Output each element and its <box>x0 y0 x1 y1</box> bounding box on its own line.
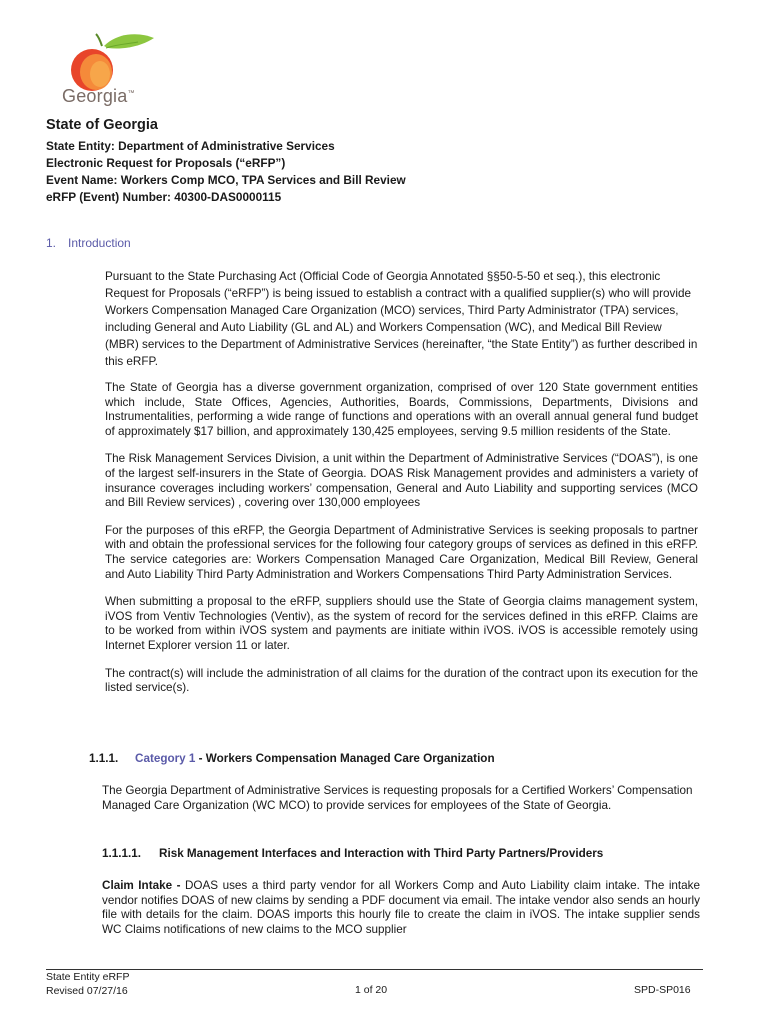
document-header <box>46 117 726 206</box>
paragraph-organization: The State of Georgia has a diverse government organization, comprised of over 120 State government entities which include, State Offices, Agencies, Authorities, Boards, Commissions, Departments, Divisions and Instrumentalities, performing a wide range of functions and operations with an overall annual general fund budget of approximately $17 billion, and approximately 130,425 employees, serving 9.5 million residents of the State. <box>105 381 698 438</box>
subsection-title: Risk Management Interfaces and Interaction with Third Party Partners/Providers <box>159 847 604 860</box>
section-1-heading <box>46 236 131 250</box>
subsection-1-1-1-1-heading <box>102 847 603 860</box>
paragraph-ivos: When submitting a proposal to the eRFP, suppliers should use the State of Georgia claims management system, iVOS from Ventiv Technologies (Ventiv), as the system of record for the services defined in this eRFP. Claims are to be worked from within iVOS system and payments are initiate within iVOS. iVOS is accessible remotely using Internet Explorer version 11 or later. <box>105 595 698 652</box>
event-number-line: eRFP (Event) Number: 40300-DAS0000115 <box>46 190 282 204</box>
footer-form-name: State Entity eRFP <box>46 971 130 983</box>
state-entity-line: State Entity: Department of Administrative Services <box>46 139 335 153</box>
footer-left <box>46 970 129 998</box>
subsection-number: 1.1.1. <box>89 752 119 765</box>
form-code: SPD-SP016 <box>634 984 691 996</box>
footer-divider <box>46 969 703 970</box>
subsection-number: 1.1.1.1. <box>102 847 141 860</box>
paragraph-intro: Pursuant to the State Purchasing Act (Official Code of Georgia Annotated §§50-5-50 et seq.), this electronic Request for Proposals (“eRFP”) is being issued to establish a contract with a qualified supplier(s) who will provide Workers Compensation Managed Care Organization (MCO) services, Third Party Administrator (TPA) services, including General and Auto Liability (GL and AL) and Workers Compensation (WC), and Medical Bill Review (MBR) services to the Department of Administrative Services (hereinafter, “the State Entity”) as further described in this eRFP. <box>105 270 698 368</box>
logo-wordmark: Georgia™ <box>62 86 135 106</box>
category-label: Category 1 <box>135 752 196 765</box>
paragraph-category-1: The Georgia Department of Administrative Services is requesting proposals for a Certified Workers’ Compensation Managed Care Organization (WC MCO) to provide services for employees of the State of Georgia. <box>102 784 693 812</box>
paragraph-claim-intake <box>102 879 700 937</box>
section-number: 1. <box>46 236 57 250</box>
erfp-line: Electronic Request for Proposals (“eRFP”) <box>46 156 286 170</box>
paragraph-contract: The contract(s) will include the administration of all claims for the duration of the contract upon its execution for the listed service(s). <box>105 666 698 695</box>
subsection-1-1-1-heading <box>89 752 495 765</box>
subsection-title: - Workers Compensation Managed Care Organization <box>195 752 495 765</box>
event-name-line: Event Name: Workers Comp MCO, TPA Services and Bill Review <box>46 173 406 187</box>
claim-intake-text: DOAS uses a third party vendor for all Workers Comp and Auto Liability claim intake. The intake vendor notifies DOAS of new claims by sending a PDF document via email. The intake vendor also sends an hourly file with details for the claim. DOAS imports this hourly file to create the claim in iVOS. The intake supplier sends WC Claims notifications of new claims to the MCO supplier <box>102 879 701 936</box>
section-1-body <box>105 268 698 696</box>
footer-revised: Revised 07/27/16 <box>46 985 128 997</box>
claim-intake-lead: Claim Intake - <box>102 879 185 892</box>
section-title: Introduction <box>68 236 131 250</box>
paragraph-purpose: For the purposes of this eRFP, the Georgia Department of Administrative Services is seeking proposals to partner with and obtain the professional services for the following four category groups of services as defined in this eRFP. The service categories are: Workers Compensation Managed Care Organization, Medical Bill Review, General and Auto Liability Third Party Administration and Workers Compensations Third Party Administration Services. <box>105 523 698 581</box>
paragraph-risk-management: The Risk Management Services Division, a unit within the Department of Administrative Services (“DOAS”), is one of the largest self-insurers in the State of Georgia. DOAS Risk Management provides and administers a variety of insurance coverages including workers’ compensation, General and Auto Liability and supporting services (MCO and Bill Review services) , covering over 130,000 employees <box>105 452 698 510</box>
page-number: 1 of 20 <box>355 984 388 996</box>
page-title: State of Georgia <box>46 117 158 133</box>
